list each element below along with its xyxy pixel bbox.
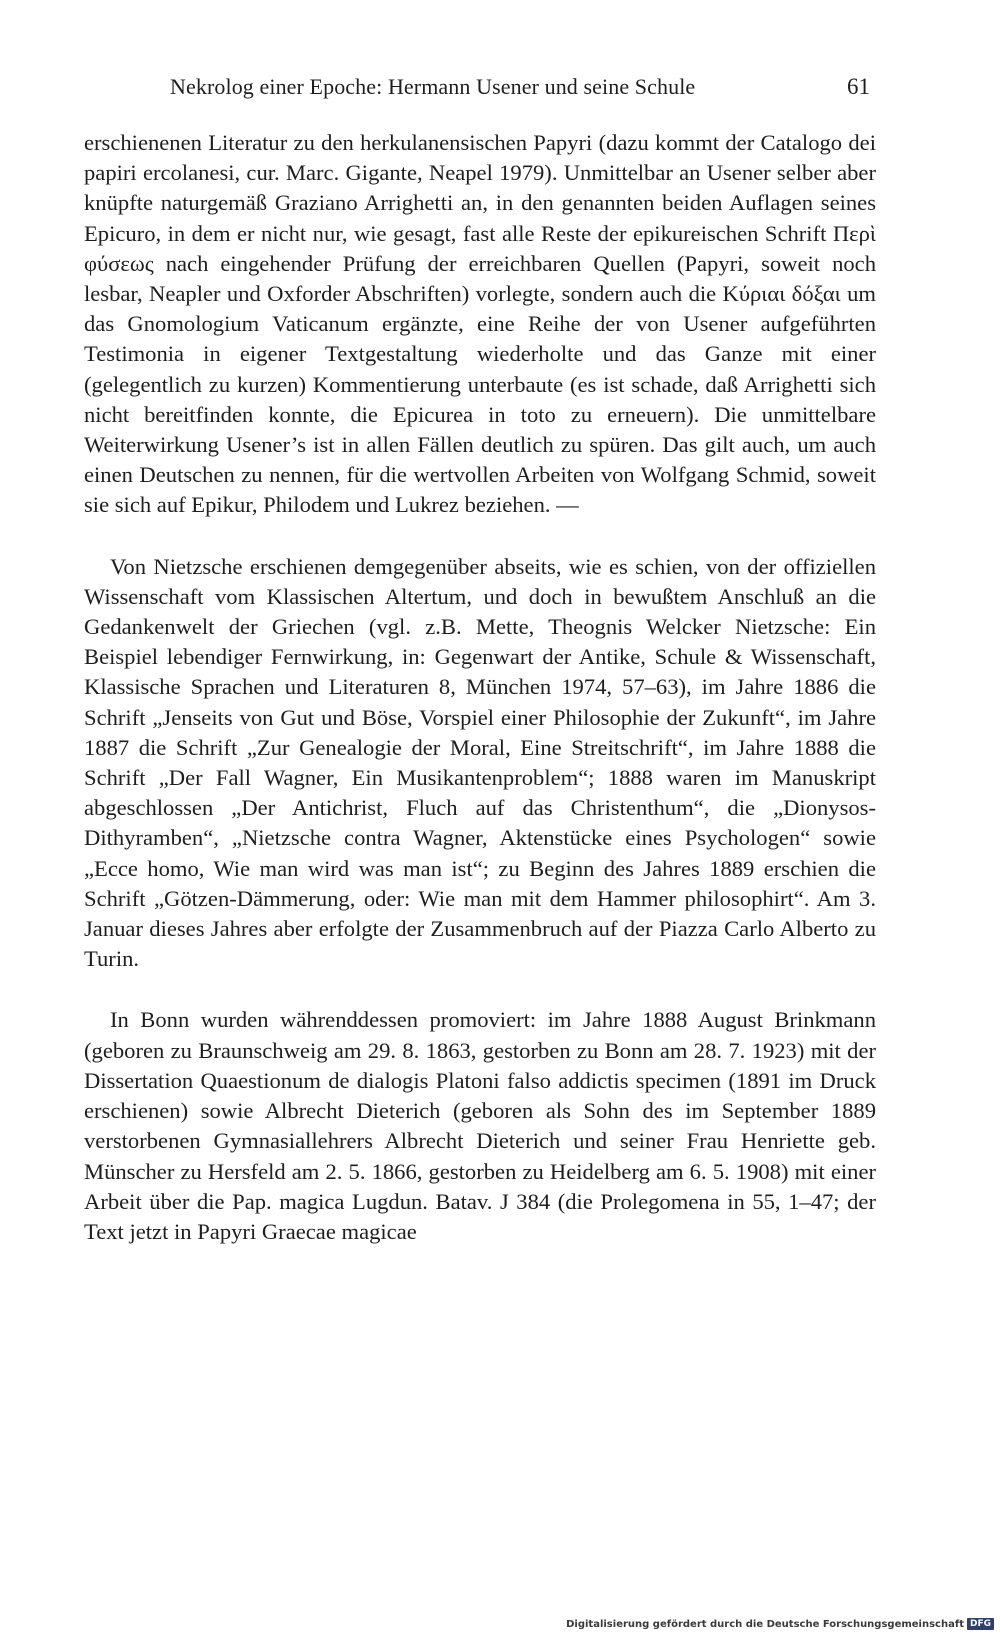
page-number: 61 — [847, 74, 870, 99]
body-text — [84, 128, 876, 1247]
dfg-logo-icon: DFG — [967, 1618, 994, 1630]
running-title: Nekrolog einer Epoche: Hermann Usener und seine Schule — [170, 74, 696, 99]
paragraph-2: Von Nietzsche erschienen demgegenüber abseits, wie es schien, von der offiziellen Wissenschaft vom Klassischen Altertum, und doch in bewußtem Anschluß an die Gedankenwelt der Griechen (vgl. z.B. Mette, Theognis Welcker Nietzsche: Ein Beispiel lebendiger Fernwirkung, in: Gegenwart der Antike, Schule & Wissenschaft, Klassische Sprachen und Literaturen 8, München 1974, 57–63), im Jahre 1886 die Schrift „Jenseits von Gut und Böse, Vorspiel einer Philosophie der Zukunft“, im Jahre 1887 die Schrift „Zur Genealogie der Moral, Eine Streitschrift“, im Jahre 1888 die Schrift „Der Fall Wagner, Ein Musikantenproblem“; 1888 waren im Manuskript abgeschlossen „Der Antichrist, Fluch auf das Christenthum“, die „Dionysos-Dithyramben“, „Nietzsche contra Wagner, Aktenstücke eines Psychologen“ sowie „Ecce homo, Wie man wird was man ist“; zu Beginn des Jahres 1889 erschien die Schrift „Götzen-Dämmerung, oder: Wie man mit dem Hammer philosophirt“. Am 3. Januar dieses Jahres aber erfolgte der Zusammenbruch auf der Piazza Carlo Alberto zu Turin. — [84, 553, 876, 972]
paragraph-3: In Bonn wurden währenddessen promoviert: im Jahre 1888 August Brinkmann (geboren zu Braunschweig am 29. 8. 1863, gestorben zu Bonn am 28. 7. 1923) mit der Dissertation Quaestionum de dialogis Platoni falso addictis specimen (1891 im Druck erschienen) sowie Albrecht Dieterich (geboren als Sohn des im September 1889 verstorbenen Gymnasiallehrers Albrecht Dieterich und seiner Frau Henriette geb. Münscher zu Hersfeld am 2. 5. 1866, gestorben zu Heidelberg am 6. 5. 1908) mit einer Arbeit über die Pap. magica Lugdun. Batav. J 384 (die Prolegomena in 55, 1–47; der Text jetzt in Papyri Graecae magicae — [84, 1007, 876, 1244]
digitization-credit — [566, 1618, 994, 1630]
page-header — [170, 74, 870, 100]
credit-text: Digitalisierung gefördert durch die Deutsche Forschungsgemeinschaft — [566, 1618, 964, 1630]
paragraph-1: erschienenen Literatur zu den herkulanensischen Papyri (dazu kommt der Catalogo dei papiri ercolanesi, cur. Marc. Gigante, Neapel 1979). Unmittelbar an Usener selber aber knüpfte naturgemäß Graziano Arrighetti an, in den genannten beiden Auflagen seines Epicuro, in dem er nicht nur, wie gesagt, fast alle Reste der epikureischen Schrift Περὶ φύσεως nach eingehender Prüfung der erreichbaren Quellen (Papyri, soweit noch lesbar, Neapler und Oxforder Abschriften) vorlegte, sondern auch die Κύριαι δόξαι um das Gnomologium Vaticanum ergänzte, eine Reihe der von Usener aufgeführten Testimonia in eigener Textgestaltung wiederholte und das Ganze mit einer (gelegentlich zu kurzen) Kommentierung unterbaute (es ist schade, daß Arrighetti sich nicht bereitfinden konnte, die Epicurea in toto zu erneuern). Die unmittelbare Weiterwirkung Usener’s ist in allen Fällen deutlich zu spüren. Das gilt auch, um auch einen Deutschen zu nennen, für die wertvollen Arbeiten von Wolfgang Schmid, soweit sie sich auf Epikur, Philodem und Lukrez beziehen. — — [84, 130, 876, 518]
